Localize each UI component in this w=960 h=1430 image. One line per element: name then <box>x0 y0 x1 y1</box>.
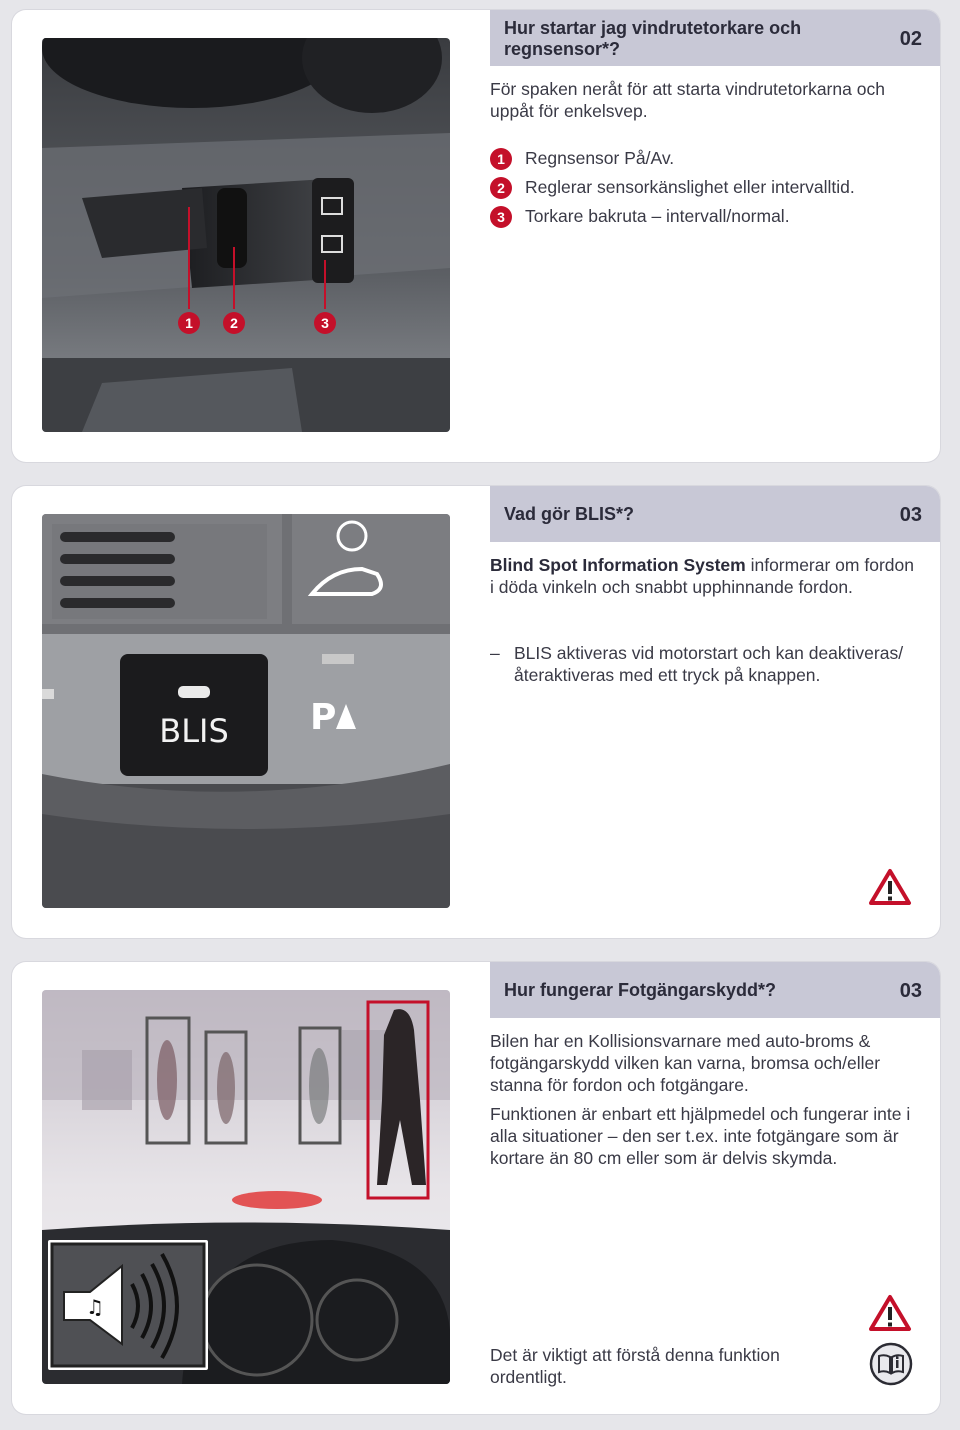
list-item <box>490 144 915 173</box>
intro-text: För spaken neråt för att starta vindrutetorkarna och uppåt för enkelsvep. <box>490 79 885 121</box>
manual-book-icon[interactable] <box>869 1342 913 1391</box>
list-item <box>490 202 915 231</box>
marker-line-2 <box>233 247 235 309</box>
section-header <box>490 486 940 542</box>
section-header <box>490 962 940 1018</box>
blis-description-rest: informerar om fordon i döda vinkeln och snabbt upphinnande fordon. <box>490 555 914 597</box>
warning-triangle-icon <box>868 868 912 911</box>
wiper-stalk-photo <box>42 38 450 432</box>
dash-bullet: – <box>490 643 500 663</box>
marker-line-3 <box>324 260 326 309</box>
card-pedestrian <box>12 962 940 1414</box>
warning-triangle-icon <box>868 1294 912 1337</box>
sound-speaker-icon[interactable] <box>48 1240 208 1370</box>
card-wipers <box>12 10 940 462</box>
section-title: Vad gör BLIS*? <box>504 504 635 524</box>
park-assist-label: P <box>310 697 337 738</box>
marker-badge-3: 3 <box>314 312 336 334</box>
number-badge: 3 <box>490 206 512 228</box>
section-number: 03 <box>899 980 922 1002</box>
description-paragraph-1: Bilen har en Kollisionsvarnare med auto-broms & fotgängarskydd vilken kan varna, bromsa och/eller stanna för fordon och fotgängare. <box>490 1031 881 1095</box>
list-item <box>490 173 915 202</box>
marker-badge-2: 2 <box>223 312 245 334</box>
marker-badge-1: 1 <box>178 312 200 334</box>
blis-description <box>490 554 915 598</box>
list-item-text: Torkare bakruta – intervall/normal. <box>525 206 790 226</box>
list-item-text: Reglerar sensorkänslighet eller intervalltid. <box>525 177 855 197</box>
section-title: Hur fungerar Fotgängarskydd*? <box>504 980 777 1000</box>
svg-text:♫: ♫ <box>86 1295 104 1319</box>
section-number: 02 <box>899 28 922 50</box>
number-badge: 2 <box>490 177 512 199</box>
card-blis <box>12 486 940 938</box>
description-paragraph-2: Funktionen är enbart ett hjälpmedel och fungerar inte i alla situationer – den ser t.ex. inte fotgängare som är kortare än 80 cm eller som är delvis skymda. <box>490 1104 911 1168</box>
numbered-list <box>490 144 915 231</box>
blis-bullet-text: BLIS aktiveras vid motorstart och kan deaktiveras/återaktiveras med ett tryck på knappen. <box>514 643 904 685</box>
list-item-text: Regnsensor På/Av. <box>525 148 675 168</box>
section-header <box>490 10 940 66</box>
section-number: 03 <box>899 504 922 526</box>
footer-note: Det är viktigt att förstå denna funktion ordentligt. <box>490 1345 780 1387</box>
number-badge: 1 <box>490 148 512 170</box>
marker-line-1 <box>188 207 190 309</box>
blis-button-label[interactable]: BLIS <box>159 712 229 750</box>
blis-bullet <box>490 642 915 686</box>
section-title: Hur startar jag vindrutetorkare och regnsensor*? <box>504 18 802 59</box>
blis-full-name: Blind Spot Information System <box>490 555 746 575</box>
blis-button-photo <box>42 514 450 908</box>
